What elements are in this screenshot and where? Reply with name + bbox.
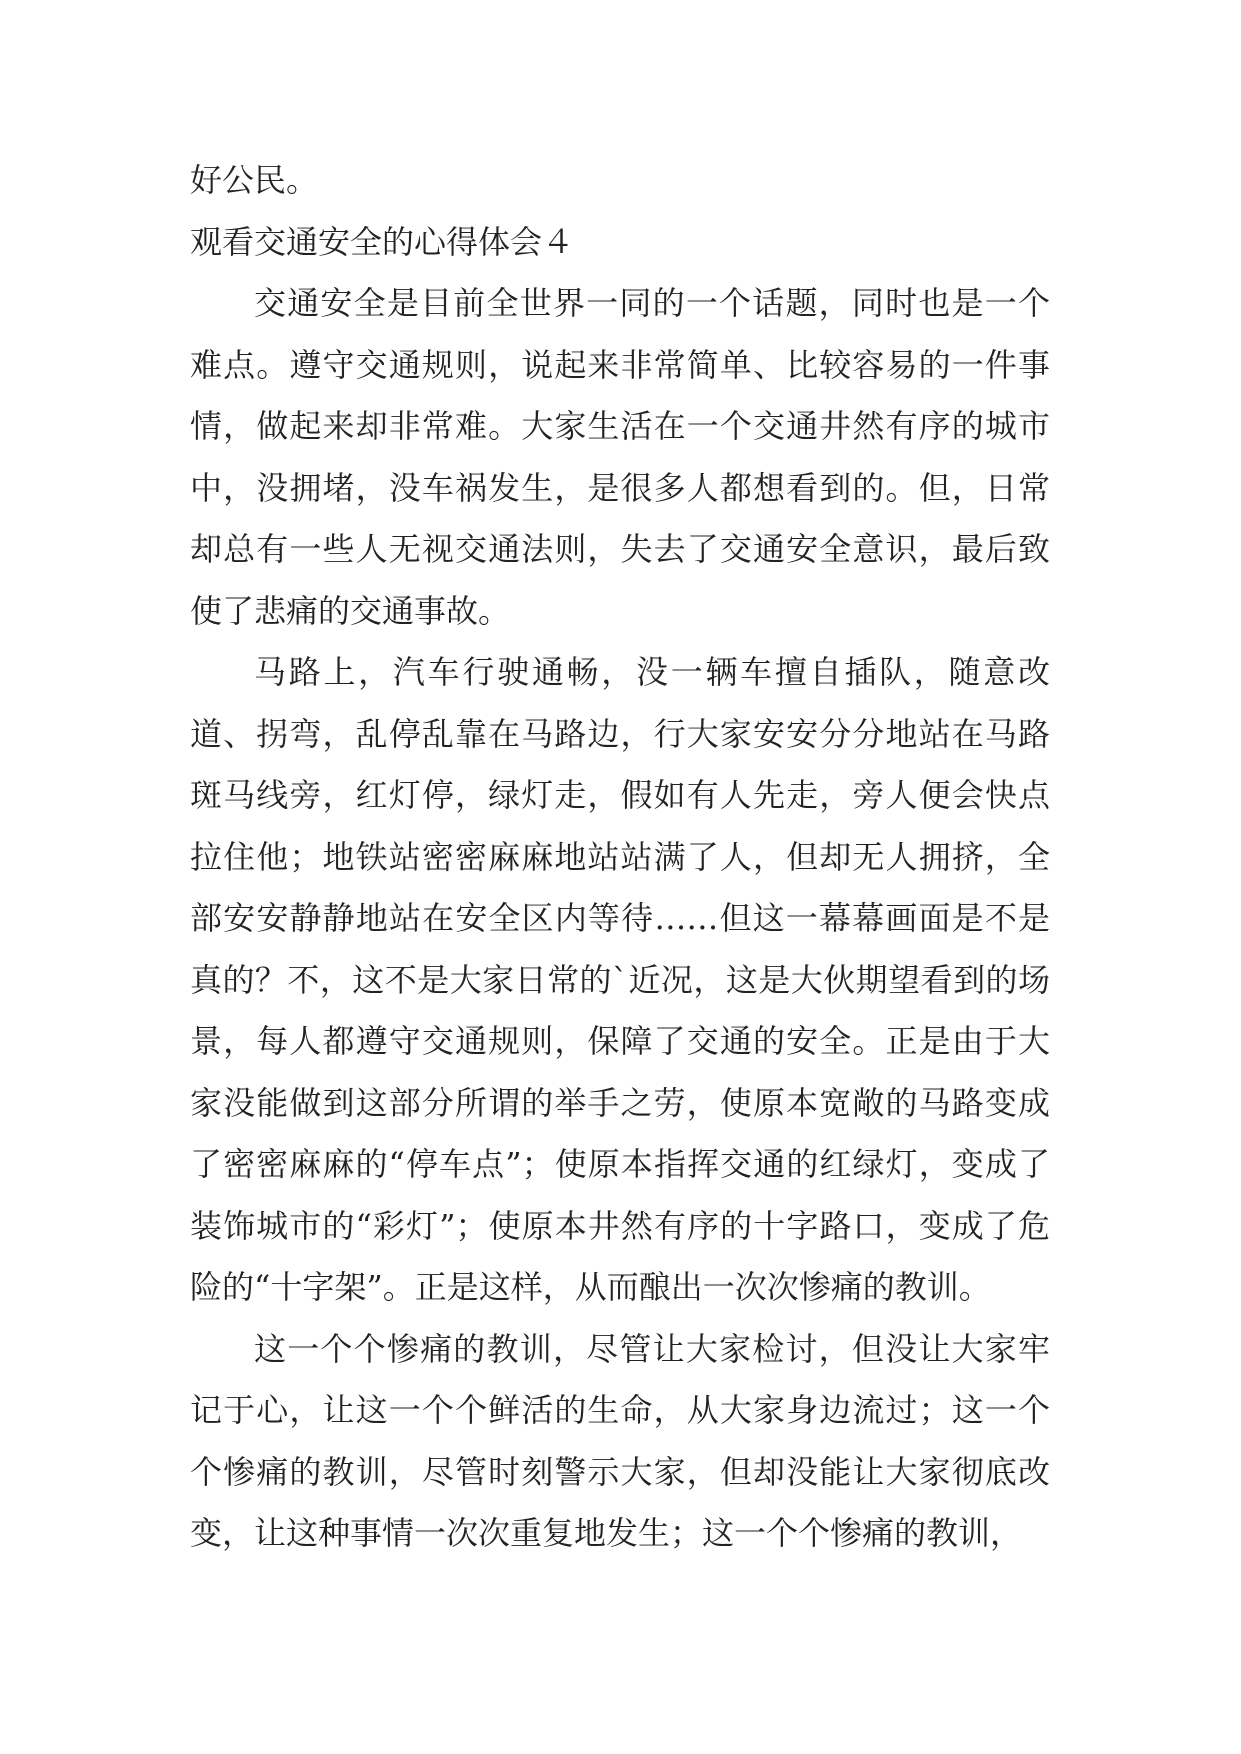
section-title: 观看交通安全的心得体会４ — [190, 222, 575, 261]
paragraph-2: 马路上，汽车行驶通畅，没一辆车擅自插队，随意改道、拐弯，乱停乱靠在马路边，行大家安安分分地站在马路斑马线旁，红灯停，绿灯走，假如有人先走，旁人便会快点拉住他；地铁站密密麻麻地站站满了人，但却无人拥挤，全部安安静静地站在安全区内等待……但这一幕幕画面是不是真的？不，这不是大家日常的`近况，这是大伙期望看到的场景，每人都遵守交通规则，保障了交通的安全。正是由于大家没能做到这部分所谓的举手之劳，使原本宽敞的马路变成了密密麻麻的“停车点”；使原本指挥交通的红绿灯，变成了装饰城市的“彩灯”；使原本井然有序的十字路口，变成了危险的“十字架”。正是这样，从而酿出一次次惨痛的教训。 — [190, 653, 1050, 1306]
paragraph-3: 这一个个惨痛的教训，尽管让大家检讨，但没让大家牢记于心，让这一个个鲜活的生命，从大家身边流过；这一个个惨痛的教训，尽管时刻警示大家，但却没能让大家彻底改变，让这种事情一次次重复地发生；这一个个惨痛的教训， — [190, 1329, 1050, 1552]
document-body — [190, 150, 1050, 1565]
lead-fragment: 好公民。 — [190, 161, 319, 199]
paragraph-1: 交通安全是目前全世界一同的一个话题，同时也是一个难点。遵守交通规则，说起来非常简单、比较容易的一件事情，做起来却非常难。大家生活在一个交通井然有序的城市中，没拥堵，没车祸发生，是很多人都想看到的。但，日常却总有一些人无视交通法则，失去了交通安全意识，最后致使了悲痛的交通事故。 — [190, 284, 1050, 630]
